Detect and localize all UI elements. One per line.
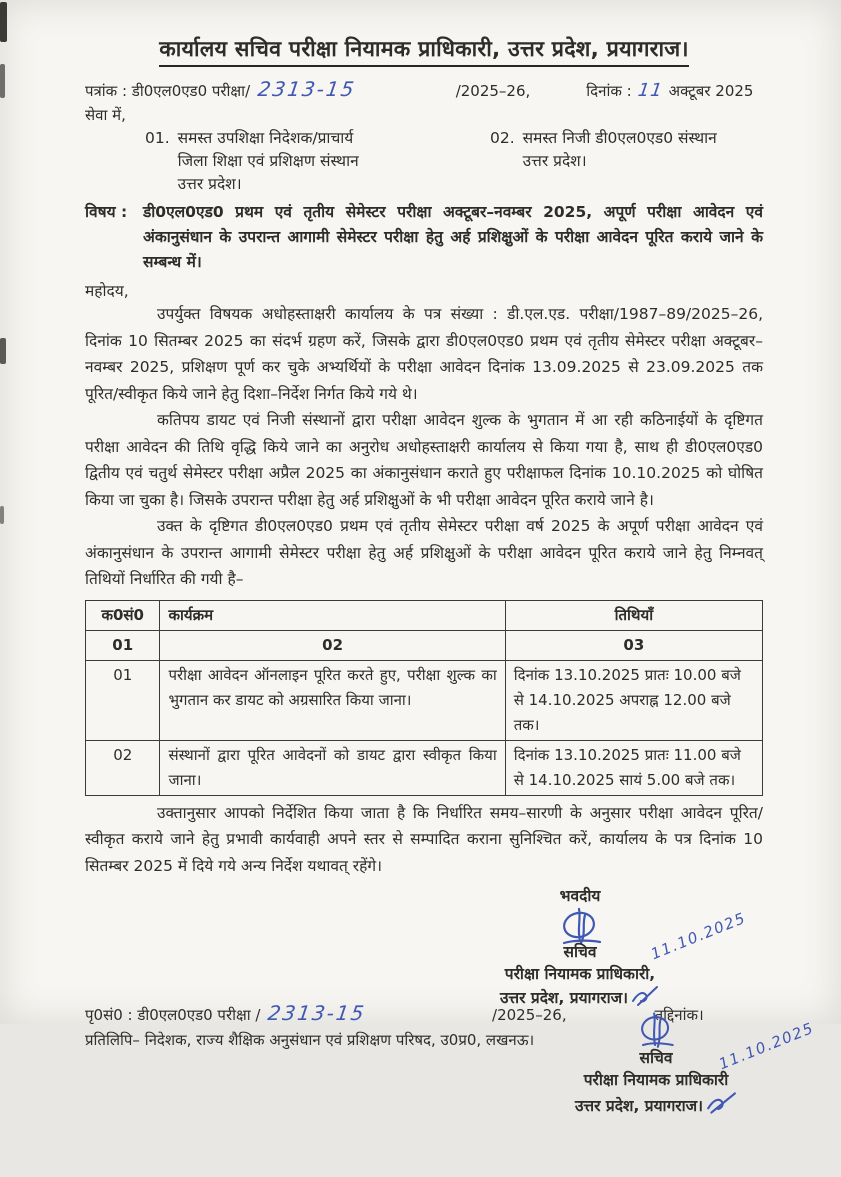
ref-date-label: दिनांक : — [586, 82, 632, 100]
addressee-line: समस्त निजी डी0एल0एड0 संस्थान — [522, 129, 717, 147]
reference-line — [85, 77, 763, 101]
valediction: भवदीय — [559, 887, 601, 905]
footer-ref-suffix: /2025–26, — [492, 1006, 567, 1024]
signature-block-secondary — [521, 1007, 817, 1157]
colnumber-cell: 03 — [505, 630, 762, 660]
scan-artifact — [0, 64, 5, 98]
letterhead-title — [85, 34, 763, 63]
addressee-lines — [523, 127, 717, 196]
header-cell-sno: क0सं0 — [86, 600, 160, 630]
row-task: परीक्षा आवेदन ऑनलाइन पूरित करते हुए, परीक्षा शुल्क का भुगतान कर डायट को अग्रसारित किया जाना। — [160, 660, 505, 740]
row-sno: 01 — [86, 660, 160, 740]
subject-block — [85, 200, 763, 275]
row-dates: दिनांक 13.10.2025 प्रातः 10.00 बजे से 14.10.2025 अपराह्न 12.00 बजे तक। — [505, 660, 762, 740]
subject-text: डी0एल0एड0 प्रथम एवं तृतीय सेमेस्टर परीक्षा अक्टूबर–नवम्बर 2025, अपूर्ण परीक्षा आवेदन एवं अंकानुसंधान के उपरान्त आगामी सेमेस्टर परीक्षा हेतु अर्ह प्रशिक्षुओं के परीक्षा आवेदन पूरित कराये जाने के सम्बन्ध में। — [143, 203, 763, 271]
body-paragraph-1: उपर्युक्त विषयक अधोहस्ताक्षरी कार्यालय के पत्र संख्या : डी.एल.एड. परीक्षा/1987–89/2025–26, दिनांक 10 सितम्बर 2025 का संदर्भ ग्रहण करें, जिसके द्वारा डी0एल0एड0 प्रथम एवं तृतीय सेमेस्टर परीक्षा अक्टूबर–नवम्बर 2025, प्रशिक्षण पूर्ण कर चुके अभ्यर्थियों के परीक्षा आवेदन दिनांक 13.09.2025 से 23.09.2025 तक पूरित/स्वीकृत किये जाने हेतु दिशा–निर्देश निर्गत किये गये थे। — [85, 305, 763, 403]
addressee-number: 02. — [490, 129, 515, 147]
addressee-line: उत्तर प्रदेश। — [522, 152, 587, 170]
table-colnumber-row — [86, 630, 763, 660]
header-cell-task: कार्यक्रम — [160, 600, 505, 630]
body-paragraph-3: उक्त के दृष्टिगत डी0एल0एड0 प्रथम एवं तृतीय सेमेस्टर परीक्षा वर्ष 2025 के अपूर्ण परीक्षा आवेदन एवं अंकानुसंधान के उपरान्त आगामी सेमेस्टर परीक्षा हेतु अर्ह प्रशिक्षुओं के परीक्षा आवेदन पूरित कराये जाने हेतु निम्नवत् तिथियों निर्धारित की गयी है– — [85, 517, 763, 588]
addressee-lines — [178, 127, 359, 196]
table-row — [86, 660, 763, 740]
ref-date-rest: अक्टूबर 2025 — [668, 82, 754, 100]
addressee-list — [85, 127, 763, 196]
row-task: संस्थानों द्वारा पूरित आवेदनों को डायट द्वारा स्वीकृत किया जाना। — [160, 740, 505, 795]
salutation: महोदय, — [85, 282, 129, 300]
body-paragraph-2: कतिपय डायट एवं निजी संस्थानों द्वारा परीक्षा आवेदन शुल्क के भुगतान में आ रही कठिनाईयों के दृष्टिगत परीक्षा आवेदन की तिथि वृद्धि किये जाने का अनुरोध अधोहस्ताक्षरी कार्यालय से किया गया है, साथ ही डी0एल0एड0 द्वितीय एवं चतुर्थ सेमेस्टर परीक्षा अप्रैल 2025 का अंकानुसंधान कराते हुए परीक्षाफल दिनांक 10.10.2025 को घोषित किया जा चुका है। जिसके उपरान्त परीक्षा हेतु अर्ह प्रशिक्षुओं के भी परीक्षा आवेदन पूरित कराये जाने है। — [85, 411, 763, 509]
signatory-org-line2 — [521, 1091, 791, 1117]
subject-label: विषय : — [85, 203, 128, 221]
scan-artifact — [0, 506, 4, 524]
colnumber-cell: 01 — [86, 630, 160, 660]
letterhead-title-text: कार्यालय सचिव परीक्षा नियामक प्राधिकारी, उत्तर प्रदेश, प्रयागराज। — [159, 37, 688, 67]
seva-mein-label: सेवा में, — [85, 106, 126, 124]
closing-paragraph: उक्तानुसार आपको निर्देशित किया जाता है कि निर्धारित समय–सारणी के अनुसार परीक्षा आवेदन पूरित/स्वीकृत कराये जाने हेतु प्रभावी कार्यवाही अपने स्तर से सम्पादित कराना सुनिश्चित करें, कार्यालय के पत्र दिनांक 10 सितम्बर 2025 में दिये गये अन्य निर्देश यथावत् रहेंगे। — [85, 803, 763, 875]
scan-artifact — [0, 2, 7, 42]
signatory-designation: सचिव — [563, 943, 597, 961]
signature-date-handwritten: 11.10.2025 — [716, 1018, 817, 1074]
signature-block-primary — [445, 885, 749, 1007]
signatory-org-line1: परीक्षा नियामक प्राधिकारी — [583, 1071, 729, 1089]
copy-to-line: प्रतिलिपि– निदेशक, राज्य शैक्षिक अनुसंधान एवं प्रशिक्षण परिषद, उ0प्र0, लखनऊ। — [85, 1031, 535, 1049]
ref-label: पत्रांक : डी0एल0एड0 परीक्षा/ — [85, 82, 251, 100]
row-dates: दिनांक 13.10.2025 प्रातः 11.00 बजे से 14.10.2025 सायं 5.00 बजे तक। — [505, 740, 762, 795]
footer-ref-label: पृ0सं0 : डी0एल0एड0 परीक्षा / — [85, 1006, 261, 1024]
table-header-row — [86, 600, 763, 630]
signature-date-handwritten: 11.10.2025 — [648, 908, 749, 964]
ref-date-day-handwritten: 11 — [636, 80, 665, 101]
row-sno: 02 — [86, 740, 160, 795]
header-cell-dates: तिथियाँ — [505, 600, 762, 630]
colnumber-cell: 02 — [160, 630, 505, 660]
signatory-org-line2-text: उत्तर प्रदेश, प्रयागराज। — [574, 1097, 704, 1115]
ref-suffix: /2025–26, — [455, 82, 531, 100]
addressee-line: जिला शिक्षा एवं प्रशिक्षण संस्थान — [177, 152, 359, 170]
addressee-number: 01. — [145, 129, 170, 147]
footer-ref-number-handwritten: 2313-15 — [266, 1001, 368, 1025]
schedule-table — [85, 600, 763, 796]
footer-section — [85, 1001, 817, 1177]
signatory-org-line1: परीक्षा नियामक प्राधिकारी, — [504, 965, 656, 983]
signatory-designation: सचिव — [639, 1049, 673, 1067]
addressee-line: उत्तर प्रदेश। — [177, 175, 242, 193]
addressee-line: समस्त उपशिक्षा निदेशक/प्राचार्य — [177, 129, 354, 147]
initial-mark-icon — [705, 1091, 737, 1115]
addressee-item — [145, 127, 490, 196]
signatory-org-line2-text: उत्तर प्रदेश, प्रयागराज। — [499, 989, 629, 1007]
ref-number-handwritten: 2313-15 — [256, 77, 358, 101]
addressee-item — [490, 127, 717, 196]
footer-taddinank: तद्दिनांक। — [654, 1006, 704, 1024]
scan-artifact — [0, 338, 6, 364]
table-row — [86, 740, 763, 795]
